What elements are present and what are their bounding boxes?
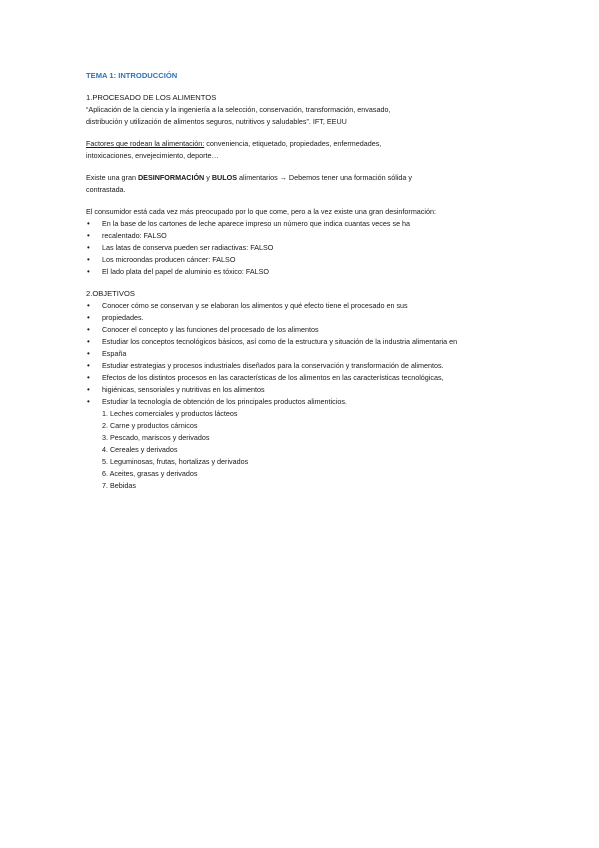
list-item: • Estudiar la tecnología de obtención de los principales productos alimenticios. xyxy=(86,396,526,408)
factores-label: Factores que rodean la alimentación: xyxy=(86,139,205,148)
desinfo-pre: Existe una gran xyxy=(86,173,138,182)
objectives-list xyxy=(86,300,526,408)
list-item: 7. Bebidas xyxy=(102,481,136,490)
list-item: • Las latas de conserva pueden ser radiactivas: FALSO xyxy=(86,242,526,254)
list-item: • España xyxy=(86,348,526,360)
list-item: 1. Leches comerciales y productos lácteos xyxy=(102,409,238,418)
list-item: • El lado plata del papel de aluminio es tóxico: FALSO xyxy=(86,266,526,278)
document-page xyxy=(86,70,526,492)
consumidor-paragraph: El consumidor está cada vez más preocupado por lo que come, pero a la vez existe una gran desinformación: xyxy=(86,207,436,216)
desinfo-bold-2: BULOS xyxy=(211,173,237,182)
products-list xyxy=(86,408,526,492)
factores-text: conveniencia, etiquetado, propiedades, enfermedades, xyxy=(204,139,382,148)
myths-list xyxy=(86,218,526,278)
section-2-heading: 2.OBJETIVOS xyxy=(86,289,135,298)
list-item: 4. Cereales y derivados xyxy=(102,445,178,454)
list-item: • Efectos de los distintos procesos en las características de los alimentos en las características tecnológicas, xyxy=(86,372,526,384)
list-item: • higiénicas, sensoriales y nutritivas en los alimentos xyxy=(86,384,526,396)
list-item: • Conocer cómo se conservan y se elaboran los alimentos y qué efecto tiene el procesado en sus xyxy=(86,300,526,312)
list-item: • propiedades. xyxy=(86,312,526,324)
list-item: 6. Aceites, grasas y derivados xyxy=(102,469,198,478)
list-item: 3. Pescado, mariscos y derivados xyxy=(102,433,210,442)
list-item: • En la base de los cartones de leche aparece impreso un número que indica cuantas veces se ha xyxy=(86,218,526,230)
list-item: 5. Leguminosas, frutas, hortalizas y derivados xyxy=(102,457,249,466)
section-1-heading: 1.PROCESADO DE LOS ALIMENTOS xyxy=(86,93,217,102)
definition-line-2: distribución y utilización de alimentos seguros, nutritivos y saludables”. IFT, EEUU xyxy=(86,117,347,126)
factores-line-1 xyxy=(86,138,526,150)
list-item: • recalentado: FALSO xyxy=(86,230,526,242)
desinfo-mid: y xyxy=(204,173,212,182)
list-item: • Estudiar estrategias y procesos industriales diseñados para la conservación y transformación de alimentos. xyxy=(86,360,526,372)
list-item: • Los microondas producen cáncer: FALSO xyxy=(86,254,526,266)
definition-line-1: “Aplicación de la ciencia y la ingeniería a la selección, conservación, transformación, envasado, xyxy=(86,105,391,114)
desinformacion-line-2: contrastada. xyxy=(86,185,126,194)
list-item: • Conocer el concepto y las funciones del procesado de los alimentos xyxy=(86,324,526,336)
list-item: • Estudiar los conceptos tecnológicos básicos, así como de la estructura y situación de la industria alimentaria en xyxy=(86,336,526,348)
document-title: TEMA 1: INTRODUCCIÓN xyxy=(86,71,178,80)
list-item: 2. Carne y productos cárnicos xyxy=(102,421,198,430)
desinformacion-line-1 xyxy=(86,172,526,184)
desinfo-post: alimentarios → Debemos tener una formación sólida y xyxy=(237,173,412,182)
desinfo-bold-1: DESINFORMACIÓN xyxy=(137,173,205,182)
factores-line-2: intoxicaciones, envejecimiento, deporte… xyxy=(86,151,219,160)
